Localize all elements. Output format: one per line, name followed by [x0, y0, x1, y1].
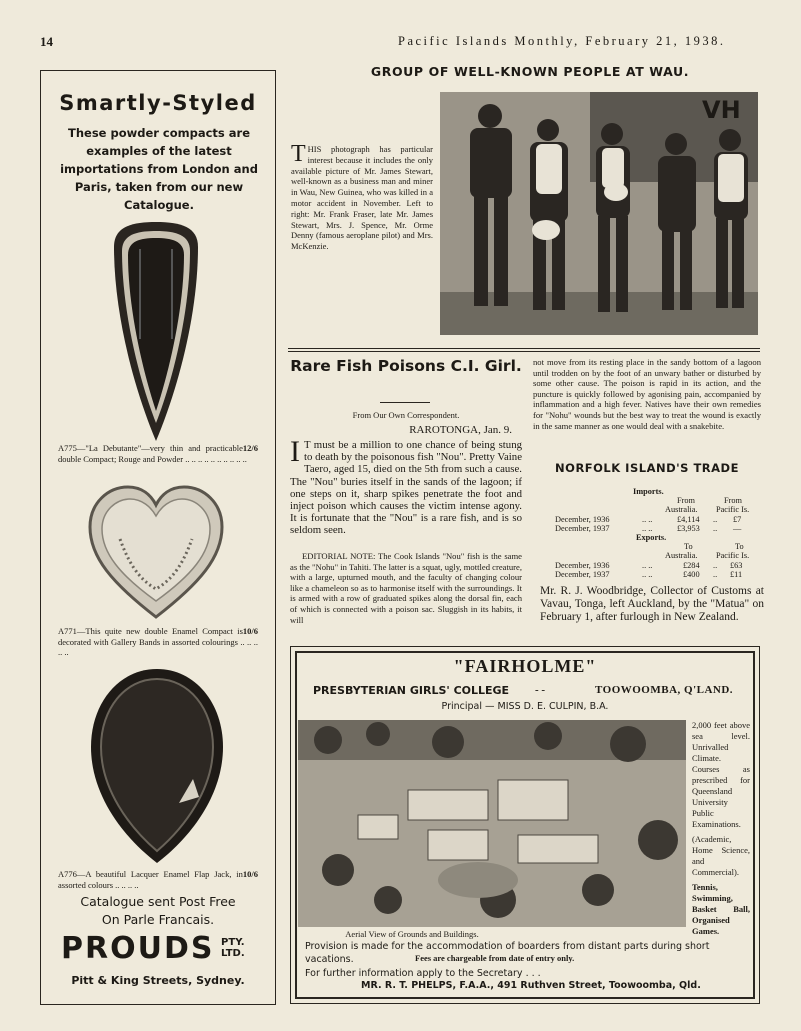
table-row-dots: .. .. [642, 570, 653, 579]
table-row-dots: .. .. [642, 515, 653, 524]
product-description: A775—"La Debutante"—very thin and practicable double Compact; Rouge and Powder .. .. .. .. .. .. .. .. .. .. [58, 443, 247, 464]
product-price: 10/6 [242, 869, 258, 879]
fish-article-continuation: not move from its resting place in the sandy bottom of a lagoon until trodden on by the foot of an unwary bather or disturbed by some other cause. The poison is rapid in its action, and the puncture is quickly followed by agonising pain, accompanied by inflammation and a high fever. Natives have their own remedies for "Nohu" wounds but the best way to treat the wound is exactly in the same manner as one would deal with a snakebite. [533, 357, 761, 431]
table-cell-australia: £400 [683, 570, 700, 579]
column-header: From [724, 496, 742, 505]
column-header: Australia. [665, 551, 698, 560]
table-cell-pacific: £11 [730, 570, 743, 579]
heart-compact-image [86, 483, 226, 623]
group-article-text [291, 141, 433, 252]
brand-suffix [221, 937, 245, 959]
further-info: For further information apply to the Secretary . . . [305, 968, 541, 979]
table-cell-australia: £4,114 [677, 515, 700, 524]
column-header: To [684, 542, 693, 551]
product-description: A776—A beautiful Lacquer Enamel Flap Jack, in assorted colours .. .. .. .. [58, 869, 243, 890]
ad-intro: These powder compacts are examples of the latest importations from London and Paris, taken from our new Catalogue. [60, 126, 258, 212]
product-description: A771—This quite new double Enamel Compact is decorated with Gallery Bands in assorted colourings .. .. .. .. .. [58, 626, 258, 657]
features-location: 2,000 feet above sea level. Unrivalled Climate. Courses as prescribed for Queensland University Public Examinations. [692, 720, 750, 829]
column-header: Pacific Is. [716, 551, 750, 560]
table-cell-pacific: — [733, 524, 742, 533]
table-cell-australia: £3,953 [677, 524, 700, 533]
table-row-dots: .. [713, 570, 718, 579]
catalogue-line: Catalogue sent Post Free [80, 894, 236, 909]
fish-article-title: Rare Fish Poisons C.I. Girl. [290, 357, 522, 375]
running-header: Pacific Islands Monthly, February 21, 1938. [398, 34, 726, 48]
aerial-photograph [298, 720, 686, 927]
group-article-body: HIS photograph has particular interest because it includes the only available picture of Mr. James Stewart, well-known as a business man and miner in Wau, New Guinea, who was killed in a motor accident in November. Left to right: Mr. Frank Fraser, late Mr. James Stewart, Mrs. J. Spence, Mr. Orme Denny (famous aeroplane pilot) and Mrs. McKenzie. [291, 144, 433, 252]
byline: From Our Own Correspondent. [352, 410, 460, 420]
column-header: Pacific Is. [716, 505, 750, 514]
catalogue-line: On Parle Francais. [101, 912, 215, 927]
school-name: "FAIRHOLME" [453, 656, 597, 676]
group-photograph [440, 92, 758, 335]
table-row-dots: .. [713, 524, 718, 533]
dateline: RAROTONGA, Jan. 9. [409, 424, 512, 436]
provision-text: Provision is made for the accommodation of boarders from distant parts during short vacations. [305, 941, 710, 965]
fish-article-body [290, 435, 522, 537]
table-cell-australia: £284 [683, 561, 700, 570]
editorial-note: EDITORIAL NOTE: The Cook Islands "Nou" fish is the same as the "Nohu" in Tahiti. The latter is a squat, ugly, mottled creature, with a large, upturned mouth, and the faculty of changing colour like a chameleon so as to harmonise itself with the surroundings. It is armed with a row of graduated spikes along the dorsal fin, each of which is connected with a poison sac. Sluggish in its habits, it will [290, 551, 522, 625]
fish-article-text: T must be a million to one chance of being stung to death by the poisonous fish "Nou". Pretty Vaine Taero, aged 15, died on the 5th from such a cause. The "Nou" buries itself in the sands of the lagoon; if one steps on it, sharp spikes penetrate the foot and inject poison which causes the victim intense agony. It is fortunate that the "Nou" is a rare fish, and is so seldom seen. [290, 439, 522, 537]
debutante-compact-image [106, 219, 206, 444]
catalogue-note [41, 893, 275, 929]
group-article-title: GROUP OF WELL-KNOWN PEOPLE AT WAU. [370, 64, 690, 79]
column-header: From [677, 496, 695, 505]
product-price: 12/6 [242, 443, 258, 453]
dropcap: T [291, 141, 306, 167]
section-divider [288, 351, 760, 352]
fairholme-advertisement [290, 646, 760, 1004]
prouds-logo: PROUDS [61, 931, 215, 966]
product-caption [58, 443, 258, 464]
flap-jack-compact-image [87, 667, 227, 867]
brand-ltd: LTD. [221, 948, 245, 959]
svg-text:VH: VH [702, 96, 741, 124]
product-caption [58, 626, 258, 658]
imports-label: Imports. [633, 487, 664, 496]
table-row-dots: .. .. [642, 524, 653, 533]
table-row-dots: .. [713, 561, 718, 570]
product-price: 10/6 [242, 626, 258, 636]
product-caption [58, 869, 258, 890]
table-row-dots: .. .. [642, 561, 653, 570]
ad-title: Smartly-Styled [59, 91, 257, 115]
secretary-contact: MR. R. T. PHELPS, F.A.A., 491 Ruthven Street, Toowoomba, Qld. [361, 980, 701, 991]
prouds-advertisement [40, 70, 276, 1005]
college-town: TOOWOOMBA, Q'LAND. [595, 684, 734, 696]
principal-line: Principal — MISS D. E. CULPIN, B.A. [441, 701, 609, 712]
page-number: 14 [40, 34, 53, 49]
fees-note: Fees are chargeable from date of entry only. [415, 953, 575, 963]
section-divider [288, 348, 760, 349]
brand-pty: PTY. [221, 937, 245, 948]
table-row-period: December, 1937 [555, 570, 610, 579]
college-name: PRESBYTERIAN GIRLS' COLLEGE [313, 684, 510, 697]
dropcap: I [290, 435, 300, 468]
column-header: To [735, 542, 744, 551]
table-cell-pacific: £7 [733, 515, 742, 524]
separator: - - [535, 684, 546, 696]
table-row-period: December, 1937 [555, 524, 610, 533]
woodbridge-paragraph: Mr. R. J. Woodbridge, Collector of Customs at Vavau, Tonga, left Auckland, by the "Matua" on February 1, after furlough in New Zealand. [540, 585, 764, 623]
norfolk-trade-title: NORFOLK ISLAND'S TRADE [555, 461, 739, 475]
column-header: Australia. [665, 505, 698, 514]
table-row-period: December, 1936 [555, 561, 610, 570]
school-features [692, 720, 750, 937]
photo-caption: Aerial View of Grounds and Buildings. [345, 929, 479, 939]
features-courses: (Academic, Home Science, and Commercial). [692, 834, 750, 877]
table-cell-pacific: £63 [730, 561, 743, 570]
features-sports: Tennis, Swimming, Basket Ball, Organised Games. [692, 882, 750, 936]
exports-label: Exports. [636, 533, 667, 542]
table-row-period: December, 1936 [555, 515, 610, 524]
table-row-dots: .. [713, 515, 718, 524]
title-rule [380, 402, 430, 403]
ad-address: Pitt & King Streets, Sydney. [71, 974, 245, 987]
